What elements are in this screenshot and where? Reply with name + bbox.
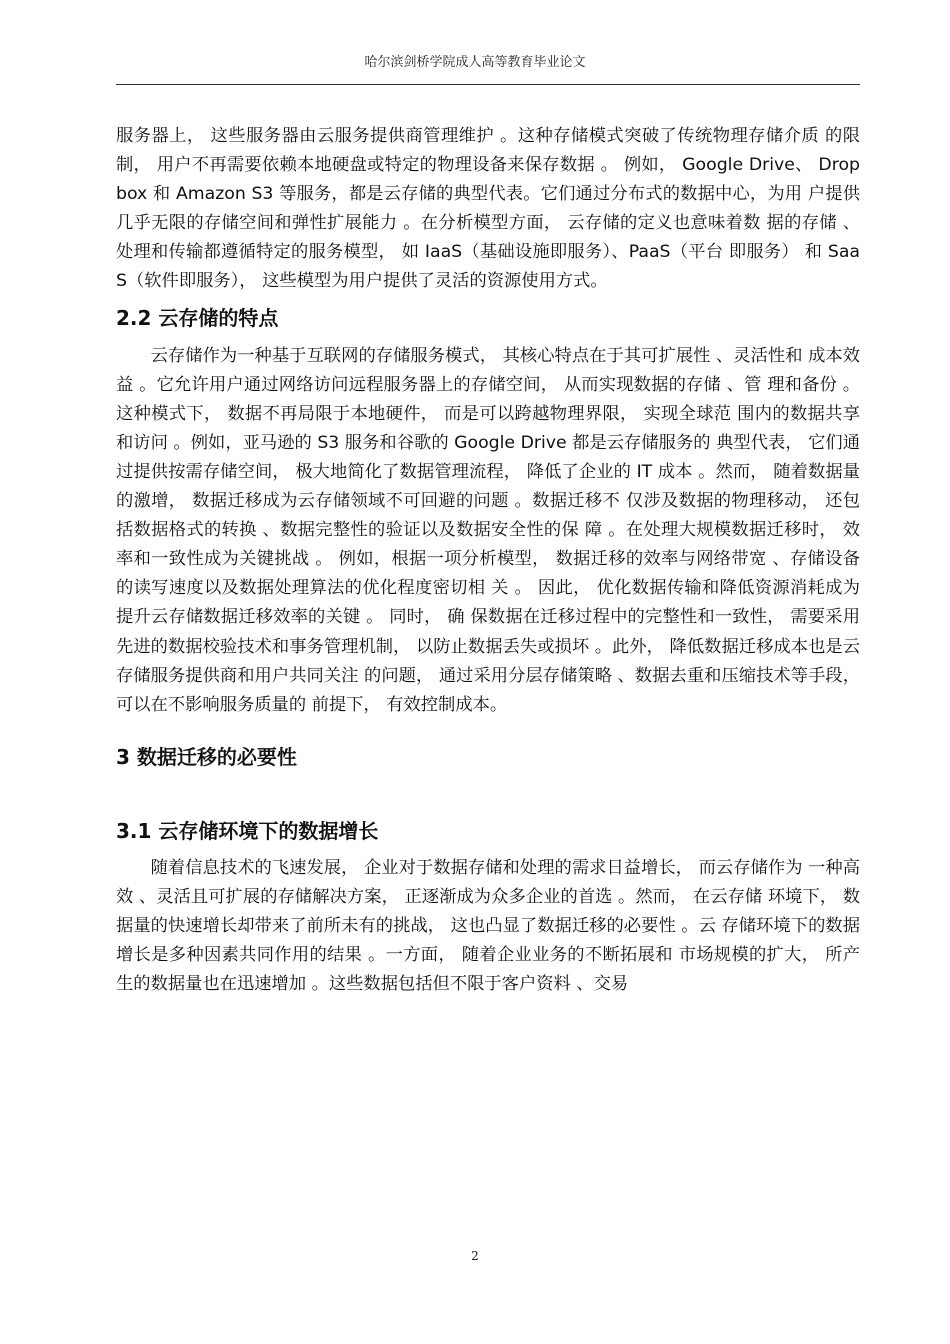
section-heading-2-2: 2.2 云存储的特点 bbox=[116, 305, 279, 330]
intro-paragraph: 服务器上， 这些服务器由云服务提供商管理维护 。这种存储模式突破了传统物理存储介质 的限制， 用户不再需要依赖本地硬盘或特定的物理设备来保存数据 。 例如， Google Drive、 Dropbox 和 Amazon S3 等服务，都是云存储的典型代表。它们通过分布式的数据中心，为用 户提供几乎无限的存储空间和弹性扩展能力 。在分析模型方面， 云存储的定义也意味着数 据的存储 、处理和传输都遵循特定的服务模型， 如 IaaS（基础设施即服务）、PaaS（平台 即服务） 和 SaaS（软件即服务）， 这些模型为用户提供了灵活的资源使用方式。 bbox=[116, 126, 860, 292]
page-number: 2 bbox=[471, 1249, 479, 1263]
section-3-1-paragraph: 随着信息技术的飞速发展， 企业对于数据存储和处理的需求日益增长， 而云存储作为 一种高效 、灵活且可扩展的存储解决方案， 正逐渐成为众多企业的首选 。然而， 在云存储 环境下， 数据量的快速增长却带来了前所未有的挑战， 这也凸显了数据迁移的必要性 。云 存储环境下的数据增长是多种因素共同作用的结果 。一方面， 随着企业业务的不断拓展和 市场规模的扩大， 所产生的数据量也在迅速增加 。这些数据包括但不限于客户资料 、交易 bbox=[116, 857, 860, 995]
section-heading-3: 3 数据迁移的必要性 bbox=[116, 744, 297, 769]
section-heading-3-1: 3.1 云存储环境下的数据增长 bbox=[116, 818, 379, 843]
section-2-2-paragraph: 云存储作为一种基于互联网的存储服务模式， 其核心特点在于其可扩展性 、灵活性和 成本效益 。它允许用户通过网络访问远程服务器上的存储空间， 从而实现数据的存储 、管 理和备份 。这种模式下， 数据不再局限于本地硬件， 而是可以跨越物理界限， 实现全球范 围内的数据共享和访问 。例如，亚马逊的 S3 服务和谷歌的 Google Drive 都是云存储服务的 典型代表， 它们通过提供按需存储空间， 极大地简化了数据管理流程， 降低了企业的 IT 成本 。然而， 随着数据量的激增， 数据迁移成为云存储领域不可回避的问题 。数据迁移不 仅涉及数据的物理移动， 还包括数据格式的转换 、数据完整性的验证以及数据安全性的保 障 。在处理大规模数据迁移时， 效率和一致性成为关键挑战 。 例如，根据一项分析模型， 数据迁移的效率与网络带宽 、存储设备的读写速度以及数据处理算法的优化程度密切相 关 。 因此， 优化数据传输和降低资源消耗成为提升云存储数据迁移效率的关键 。 同时， 确 保数据在迁移过程中的完整性和一致性， 需要采用先进的数据校验技术和事务管理机制， 以防止数据丢失或损坏 。此外， 降低数据迁移成本也是云存储服务提供商和用户共同关注 的问题， 通过采用分层存储策略 、数据去重和压缩技术等手段， 可以在不影响服务质量的 前提下， 有效控制成本。 bbox=[116, 345, 860, 715]
page-header: 哈尔滨剑桥学院成人高等教育毕业论文 bbox=[364, 55, 586, 70]
header-divider bbox=[116, 84, 860, 85]
document-body bbox=[116, 122, 860, 999]
